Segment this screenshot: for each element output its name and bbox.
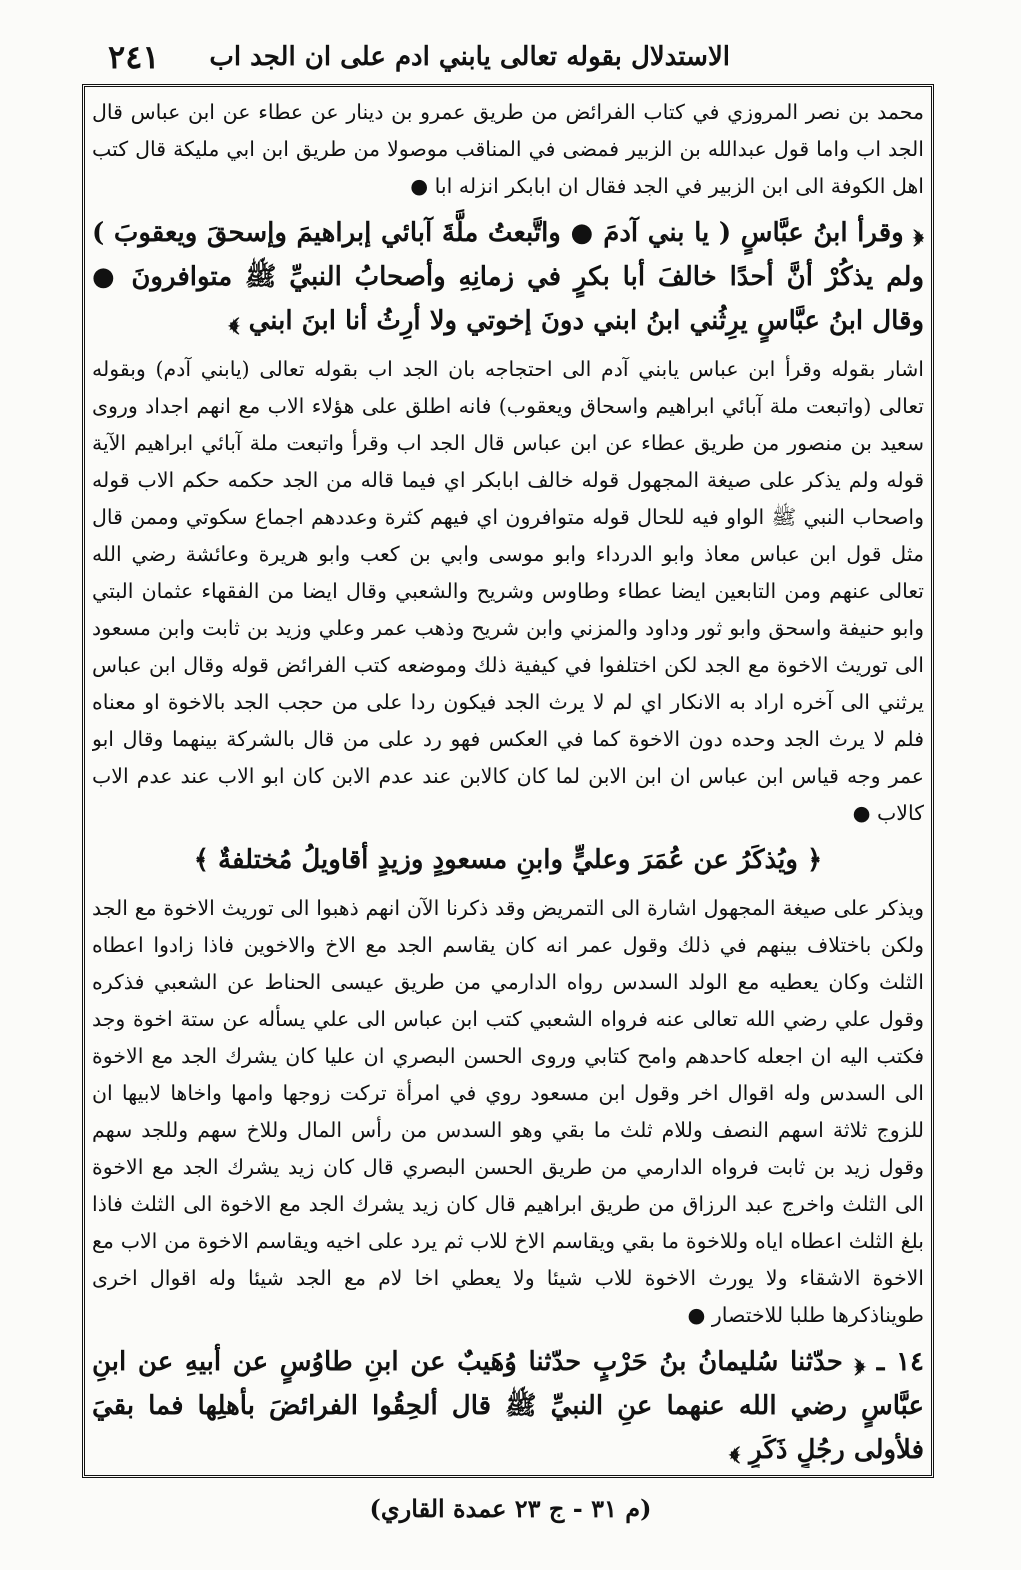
matn-quote-2: ﴿ ويُذكَرُ عن عُمَرَ وعليٍّ وابنِ مسعودٍ وزيدٍ أقاويلُ مُختلفةٌ ﴾ <box>193 845 823 875</box>
matn-quote-1: ﴿ وقرأ ابنُ عبَّاسٍ ( يا بني آدمَ ● واتَّبعتُ ملَّةَ آبائي إبراهيمَ وإسحقَ ويعقوبَ ) ولم يذكُرْ أنَّ أحدًا خالفَ أبا بكرٍ في زمانِهِ وأصحابُ النبيِّ ﷺ متوافرونَ ● وقال ابنُ عبَّاسٍ يرِثُني ابنُ ابني دونَ إخوتي ولا أرِثُ أنا ابنَ ابني ﴾ <box>92 218 924 336</box>
paragraph-commentary-3: ويذكر على صيغة المجهول اشارة الى التمريض وقد ذكرنا الآن انهم ذهبوا الى توريث الاخوة مع الجد ولكن باختلاف بينهم في ذلك وقول عمر انه كان يقاسم الجد مع الاخ والاخوين فاذا زادوا اعطاه الثلث وكان يعطيه مع الولد السدس رواه الدارمي من طريق عيسى الحناط عن الشعبي فذكره وقول علي رضي الله تعالى عنه فرواه الشعبي كتب ابن عباس الى علي يسأله عن ستة اخوة وجد فكتب اليه ان اجعله كاحدهم وامح كتابي وروى الحسن البصري ان عليا كان يشرك الجد مع الاخوة الى السدس وله اقوال اخر وقول ابن مسعود روي في امرأة تركت زوجها وامها واخاها لابيها ان للزوج ثلاثة اسهم النصف وللام ثلث ما بقي وهو السدس من رأس المال وللاخ سهم وللجد سهم وقول زيد بن ثابت فرواه الدارمي من طريق الحسن البصري قال كان زيد يشرك الجد مع الاخوة الى الثلث واخرج عبد الرزاق من طريق ابراهيم قال كان زيد يشرك الجد مع الاخوة الى الثلث فاذا بلغ الثلث اعطاه اياه وللاخوة ما بقي ويقاسم الاخ للاب ثم يرد على اخيه ويقاسم الاخوة من الاب مع الاخوة الاشقاء ولا يورث الاخوة للاب شيئا ولا يعطي اخا لام مع الجد شيئا وله اقوال اخرى طويناذكرها طلبا للاختصار ● <box>92 896 924 1327</box>
paragraph-commentary-1: محمد بن نصر المروزي في كتاب الفرائض من طريق عمرو بن دينار عن عطاء عن ابن عباس قال الجد اب واما قول عبدالله بن الزبير فمضى في المناقب موصولا من طريق ابن ابي مليكة قال كتب اهل الكوفة الى ابن الزبير في الجد فقال ان ابابكر انزله ابا ● <box>92 100 924 198</box>
running-title: الاستدلال بقوله تعالى يابني ادم على ان الجد اب <box>209 42 730 72</box>
page-number: ٢٤١ <box>108 38 160 76</box>
main-text <box>92 94 924 1468</box>
page-header <box>40 38 980 78</box>
hadith-14: ١٤ ـ ﴿ حدّثنا سُليمانُ بنُ حَرْبٍ حدّثنا وُهَيبٌ عن ابنِ طاوُسٍ عن أبيهِ عن ابنِ عبَّاسٍ رضي الله عنهما عنِ النبيِّ ﷺ قال ألحِقُوا الفرائضَ بأهلِها فما بقيَ فلأولى رجُلٍ ذَكَرٍ ﴾ <box>92 1347 924 1465</box>
footer-signature: (م ٣١ - ج ٢٣ عمدة القاري) <box>369 1494 652 1523</box>
paragraph-commentary-2: اشار بقوله وقرأ ابن عباس يابني آدم الى احتجاجه بان الجد اب بقوله تعالى (يابني آدم) وبقوله تعالى (واتبعت ملة آبائي ابراهيم واسحاق ويعقوب) فانه اطلق على هؤلاء الاب مع انهم اجداد وروى سعيد بن منصور من طريق عطاء عن ابن عباس قال الجد اب وقرأ واتبعت ملة آبائي ابراهيم الآية قوله ولم يذكر على صيغة المجهول قوله خالف ابابكر اي فيما قاله من الجد حكمه حكم الاب قوله واصحاب النبي ﷺ الواو فيه للحال قوله متوافرون اي فيهم كثرة وعددهم اجماع سكوتي وممن قال مثل قول ابن عباس معاذ وابو الدرداء وابو موسى وابي بن كعب وابو هريرة وعائشة رضي الله تعالى عنهم ومن التابعين ايضا عطاء وطاوس وشريح والشعبي وقال ايضا من الفقهاء عثمان البتي وابو حنيفة واسحق وابو ثور وداود والمزني وابن شريح وذهب عمر وعلي وزيد بن ثابت وابن مسعود الى توريث الاخوة مع الجد لكن اختلفوا في كيفية ذلك وموضعه كتب الفرائض قوله وقال ابن عباس يرثني الى آخره اراد به الانكار اي لم لا يرث الجد فيكون ردا على من حجب الجد بالاخوة او معناه فلم لا يرث الجد وحده دون الاخوة كما في العكس فهو رد على من قال بالشركة بينهما وقال ابو عمر وجه قياس ابن عباس ان ابن الابن لما كان كالابن عند عدم الابن كان ابو الاب عند عدم الاب كالاب ● <box>92 357 924 825</box>
